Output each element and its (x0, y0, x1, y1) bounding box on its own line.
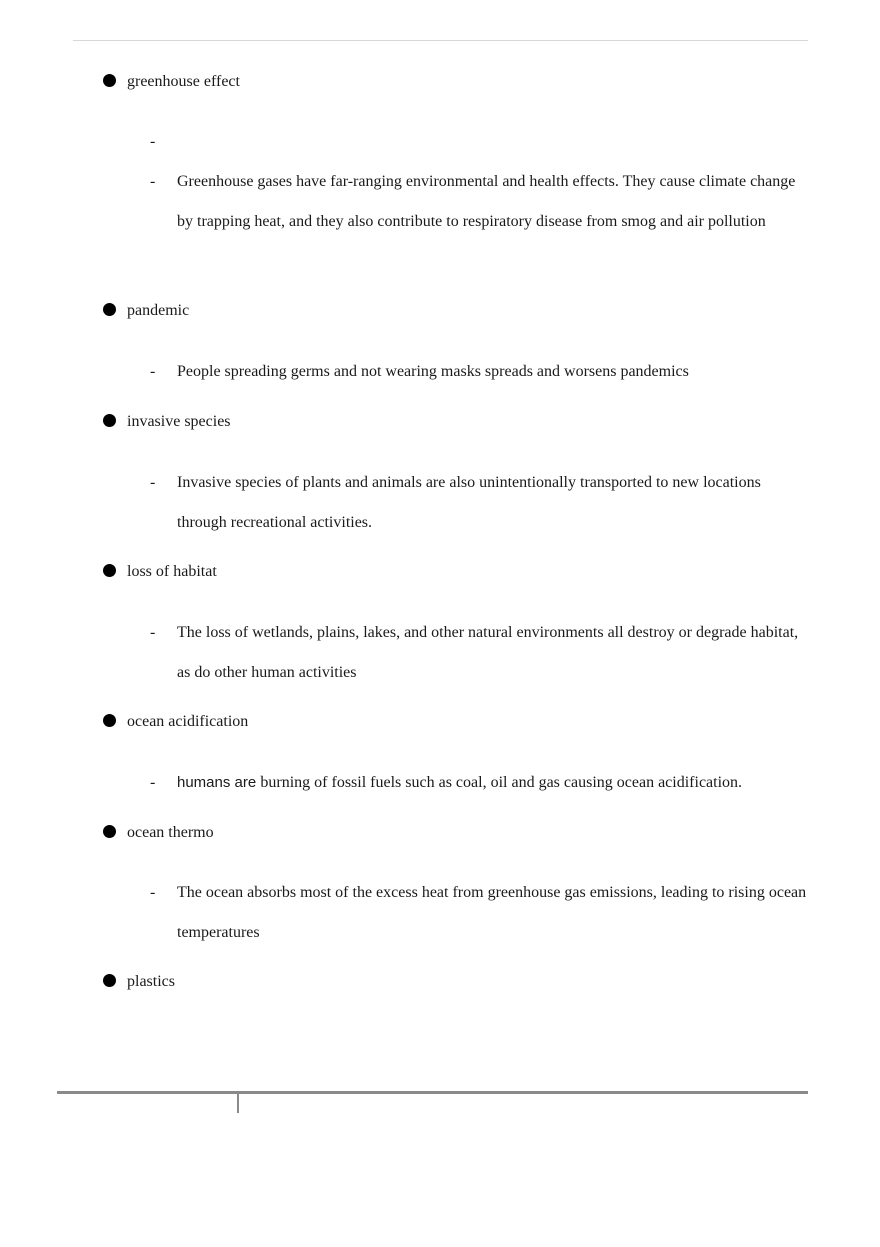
sub-item-text (177, 763, 810, 803)
bullet-dot-icon (103, 564, 116, 577)
dash-marker: - (150, 624, 156, 641)
dash-marker: - (150, 173, 156, 190)
sub-item (150, 352, 810, 392)
sub-item (150, 763, 810, 803)
sub-item-text: Greenhouse gases have far-ranging environmental and health effects. They cause climate change by trapping heat, and they also contribute to respiratory disease from smog and air pollution (177, 173, 796, 230)
dash-marker: - (150, 363, 156, 380)
bullet-heading: ocean thermo (127, 824, 214, 841)
bullet-heading: greenhouse effect (127, 73, 240, 90)
bullet-item (103, 822, 214, 844)
footer-tick (237, 1094, 239, 1113)
sub-item-lead: humans are (177, 774, 261, 791)
bullet-heading: pandemic (127, 302, 190, 319)
sub-item (150, 613, 810, 693)
bullet-item (103, 411, 231, 433)
sub-item-text: The loss of wetlands, plains, lakes, and other natural environments all destroy or degrade habitat, as do other human activities (177, 624, 799, 681)
bullet-dot-icon (103, 303, 116, 316)
dash-marker: - (150, 884, 156, 901)
bullet-item (103, 300, 189, 322)
sub-item (150, 873, 810, 953)
header-divider (73, 40, 808, 41)
bullet-item (103, 971, 175, 993)
sub-item-text: The ocean absorbs most of the excess heat from greenhouse gas emissions, leading to rising ocean temperatures (177, 884, 807, 941)
bullet-dot-icon (103, 74, 116, 87)
bullet-dot-icon (103, 414, 116, 427)
footer-divider (57, 1091, 808, 1094)
sub-item-rest: burning of fossil fuels such as coal, oil and gas causing ocean acidification. (260, 774, 743, 791)
sub-item-text: People spreading germs and not wearing masks spreads and worsens pandemics (177, 363, 689, 380)
bullet-dot-icon (103, 825, 116, 838)
bullet-heading: loss of habitat (127, 563, 217, 580)
dash-marker: - (150, 133, 156, 150)
bullet-heading: ocean acidification (127, 713, 249, 730)
bullet-item (103, 71, 240, 93)
bullet-item (103, 561, 217, 583)
bullet-heading: plastics (127, 973, 175, 990)
bullet-dot-icon (103, 714, 116, 727)
dash-marker: - (150, 474, 156, 491)
sub-item-text: Invasive species of plants and animals are also unintentionally transported to new locations through recreational activities. (177, 474, 761, 531)
sub-item (150, 463, 810, 543)
bullet-heading: invasive species (127, 413, 231, 430)
bullet-item (103, 711, 248, 733)
sub-item (150, 162, 810, 242)
dash-marker: - (150, 774, 156, 791)
bullet-dot-icon (103, 974, 116, 987)
